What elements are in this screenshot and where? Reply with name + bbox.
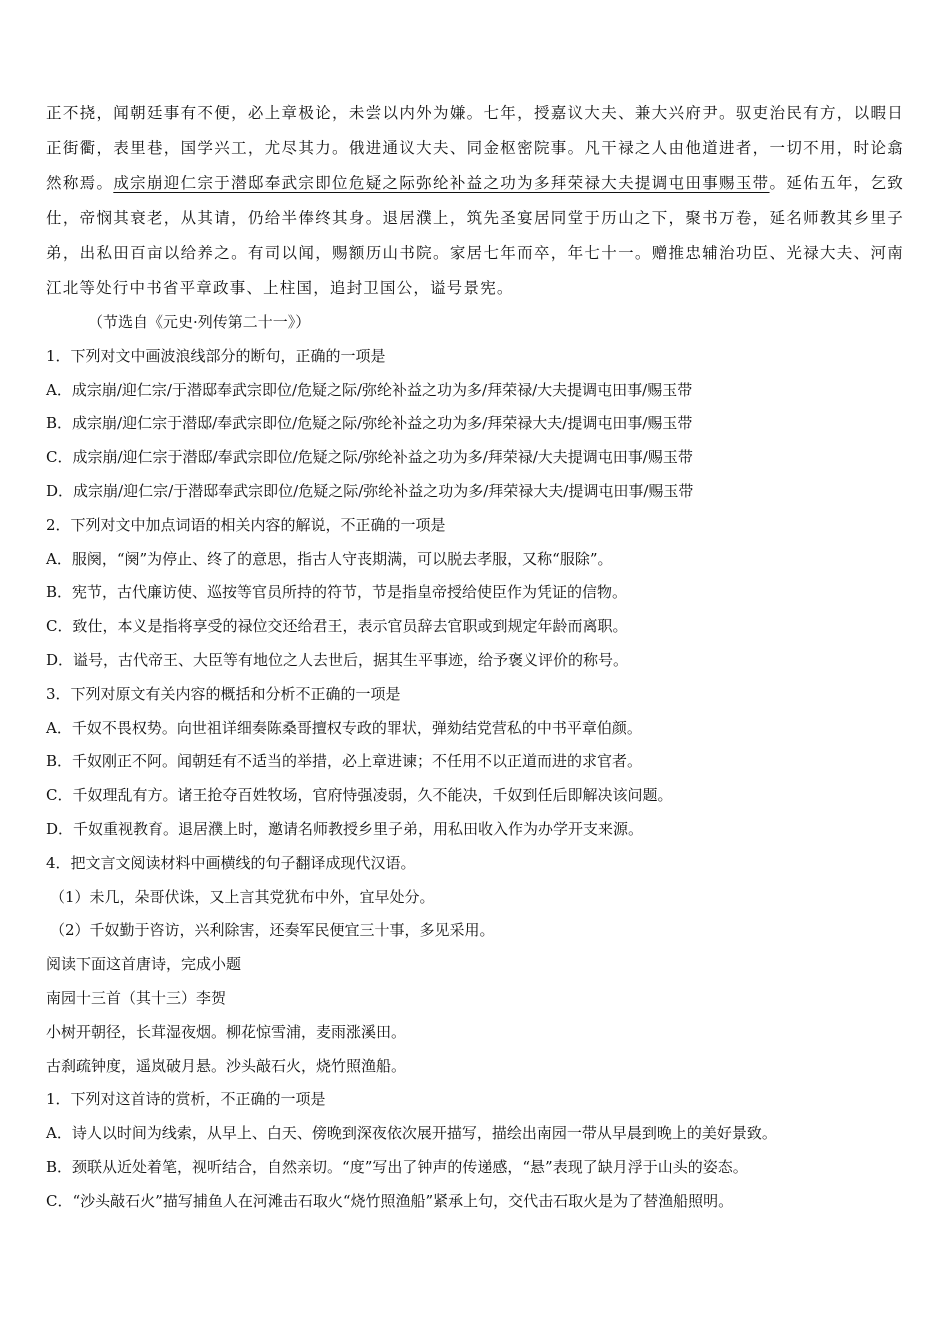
question-2-option-d: D．谥号，古代帝王、大臣等有地位之人去世后，据其生平事迹，给予褒义评价的称号。 xyxy=(46,650,629,669)
poem-question-option-c: C．“沙头敲石火”描写捕鱼人在河滩击石取火“烧竹照渔船”紧承上句，交代击石取火是为了替渔船照明。 xyxy=(46,1191,734,1210)
question-1-option-c: C．成宗崩/迎仁宗于潜邸/奉武宗即位/危疑之际/弥纶补益之功为多/拜荣禄/大夫提调屯田事/赐玉带 xyxy=(46,448,693,467)
question-2-stem: 2．下列对文中加点词语的相关内容的解说，不正确的一项是 xyxy=(46,515,446,534)
question-1-option-b: B．成宗崩/迎仁宗于潜邸/奉武宗即位/危疑之际/弥纶补益之功为多/拜荣禄大夫/提调屯田事/赐玉带 xyxy=(46,414,693,433)
question-3-option-d: D．千奴重视教育。退居濮上时，邀请名师教授乡里子弟，用私田收入作为办学开支来源。 xyxy=(46,819,644,838)
question-4-sentence-2: （2）千奴勤于咨访，兴利除害，还奏军民便宜三十事，多见采用。 xyxy=(50,921,495,940)
question-2-option-c: C．致仕，本义是指将享受的禄位交还给君王，表示官员辞去官职或到规定年龄而离职。 xyxy=(46,617,628,636)
passage-text-part2: 。延佑五年，乞致仕，帝悯其衰老，从其请，仍给半俸终其身。退居濮上，筑先圣宴居同堂于历山之下，聚书万卷，延名师教其乡里子弟，出私田百亩以给养之。有司以闻，赐额历山书院。家居七年而卒，年七十一。赠推忠辅治功臣、光禄大夫、河南江北等处行中书省平章政事、上柱国，追封卫国公，谥号景宪。 xyxy=(46,174,904,297)
underlined-sentence: 成宗崩迎仁宗于潜邸奉武宗即位危疑之际弥纶补益之功为多拜荣禄大夫提调屯田事赐玉带 xyxy=(113,174,770,192)
question-3-option-b: B．千奴刚正不阿。闻朝廷有不适当的举措，必上章进谏；不任用不以正道而进的求官者。 xyxy=(46,752,643,771)
passage-text-part1: 正不挠，闻朝廷事有不便，必上章极论，未尝以内外为嫌。七年，授嘉议大夫、兼大兴府尹。驭吏治民有方，以暇日正街衢，表里巷，国学兴工，尤尽其力。俄进通议大夫、同金枢密院事。凡干禄之人由他道进者，一切不用，时论翕然称焉。 xyxy=(46,104,904,192)
source-citation: （节选自《元史·列传第二十一》） xyxy=(88,313,311,331)
poem-title: 南园十三首（其十三）李贺 xyxy=(46,988,227,1007)
poem-line-2: 古刹疏钟度，遥岚破月悬。沙头敲石火，烧竹照渔船。 xyxy=(46,1056,407,1075)
poem-question-stem: 1．下列对这首诗的赏析，不正确的一项是 xyxy=(46,1090,326,1109)
question-3-option-a: A．千奴不畏权势。向世祖详细奏陈桑哥擅权专政的罪状，弹劾结党营私的中书平章伯颜。 xyxy=(46,718,642,737)
question-3-option-c: C．千奴理乱有方。诸王抢夺百姓牧场，官府恃强凌弱，久不能决，千奴到任后即解决该问题。 xyxy=(46,786,673,805)
question-1-option-d: D．成宗崩/迎仁宗/于潜邸奉武宗即位/危疑之际/弥纶补益之功为多/拜荣禄大夫/提调屯田事/赐玉带 xyxy=(46,481,694,500)
question-1-option-a: A．成宗崩/迎仁宗/于潜邸奉武宗即位/危疑之际/弥纶补益之功为多/拜荣禄/大夫提调屯田事/赐玉带 xyxy=(46,380,693,399)
question-1-stem: 1．下列对文中画波浪线部分的断句，正确的一项是 xyxy=(46,346,386,365)
question-2-option-a: A．服阕，“阕”为停止、终了的意思，指古人守丧期满，可以脱去孝服，又称“服除”。 xyxy=(46,549,613,568)
question-4-sentence-1: （1）未几，朵哥伏诛，又上言其党犹布中外，宜早处分。 xyxy=(50,887,435,906)
poem-intro: 阅读下面这首唐诗，完成小题 xyxy=(46,955,242,974)
passage-paragraph xyxy=(46,96,904,306)
poem-question-option-a: A．诗人以时间为线索，从早上、白天、傍晚到深夜依次展开描写，描绘出南园一带从早晨到晚上的美好景致。 xyxy=(46,1124,777,1143)
poem-line-1: 小树开朝径，长茸湿夜烟。柳花惊雪浦，麦雨涨溪田。 xyxy=(46,1022,407,1041)
question-2-option-b: B．宪节，古代廉访使、巡按等官员所持的符节，节是指皇帝授给使臣作为凭证的信物。 xyxy=(46,583,628,602)
question-3-stem: 3．下列对原文有关内容的概括和分析不正确的一项是 xyxy=(46,684,401,703)
poem-question-option-b: B．颈联从近处着笔，视听结合，自然亲切。“度”写出了钟声的传递感，“悬”表现了缺月浮于山头的姿态。 xyxy=(46,1157,748,1176)
question-4-stem: 4．把文言文阅读材料中画横线的句子翻译成现代汉语。 xyxy=(46,853,416,872)
